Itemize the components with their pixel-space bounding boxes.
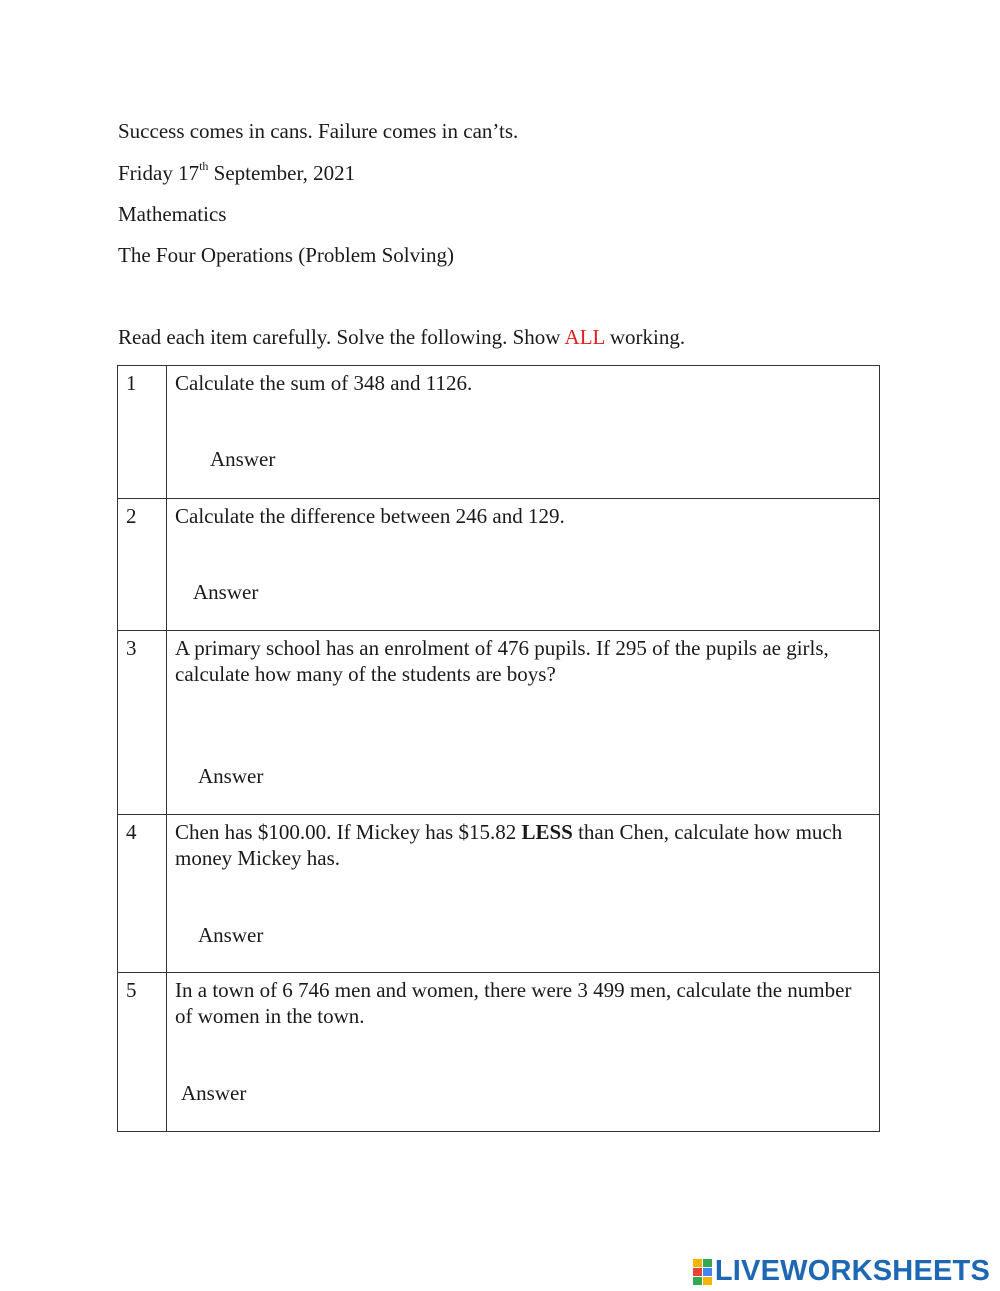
liveworksheets-logo bbox=[693, 1257, 990, 1286]
answer-label: Answer bbox=[198, 764, 264, 788]
topic: The Four Operations (Problem Solving) bbox=[118, 243, 454, 267]
question-number: 4 bbox=[118, 815, 167, 973]
table-row bbox=[118, 973, 880, 1132]
table-row bbox=[118, 366, 880, 499]
question-cell bbox=[167, 631, 880, 815]
date bbox=[118, 159, 356, 185]
logo-text: LIVEWORKSHEETS bbox=[714, 1255, 990, 1287]
question-cell bbox=[167, 973, 880, 1132]
question-text: Calculate the sum of 348 and 1126. bbox=[175, 371, 473, 395]
question-text: Calculate the difference between 246 and 129. bbox=[175, 504, 565, 528]
table-row bbox=[118, 815, 880, 973]
instructions-before: Read each item carefully. Solve the following. Show bbox=[118, 325, 565, 349]
instructions-after: working. bbox=[604, 325, 686, 349]
instructions-emphasis: ALL bbox=[564, 325, 605, 349]
table-row bbox=[118, 631, 880, 815]
answer-label: Answer bbox=[193, 580, 259, 604]
table-row bbox=[118, 499, 880, 631]
liveworksheets-logo-icon bbox=[693, 1259, 712, 1285]
date-suffix: th bbox=[199, 159, 209, 173]
motto: Success comes in cans. Failure comes in can’ts. bbox=[118, 119, 519, 143]
instructions bbox=[118, 327, 685, 348]
question-number: 3 bbox=[118, 631, 167, 815]
question-number: 2 bbox=[118, 499, 167, 631]
emphasis-less: LESS bbox=[521, 820, 573, 844]
question-text: Chen has $100.00. If Mickey has $15.82 LESS than Chen, calculate how much money Mickey has. bbox=[175, 820, 843, 870]
answer-label: Answer bbox=[198, 923, 264, 947]
question-cell bbox=[167, 815, 880, 973]
question-text: A primary school has an enrolment of 476 pupils. If 295 of the pupils ae girls, calculate how many of the students are boys? bbox=[175, 636, 829, 686]
subject: Mathematics bbox=[118, 202, 227, 226]
question-number: 5 bbox=[118, 973, 167, 1132]
answer-label: Answer bbox=[181, 1081, 247, 1105]
date-prefix: Friday 17 bbox=[118, 161, 200, 185]
question-text: In a town of 6 746 men and women, there were 3 499 men, calculate the number of women in the town. bbox=[175, 978, 852, 1028]
question-number: 1 bbox=[118, 366, 167, 499]
question-cell bbox=[167, 366, 880, 499]
date-rest: September, 2021 bbox=[208, 161, 356, 185]
question-cell bbox=[167, 499, 880, 631]
answer-label: Answer bbox=[210, 447, 276, 471]
questions-table bbox=[117, 365, 880, 1132]
